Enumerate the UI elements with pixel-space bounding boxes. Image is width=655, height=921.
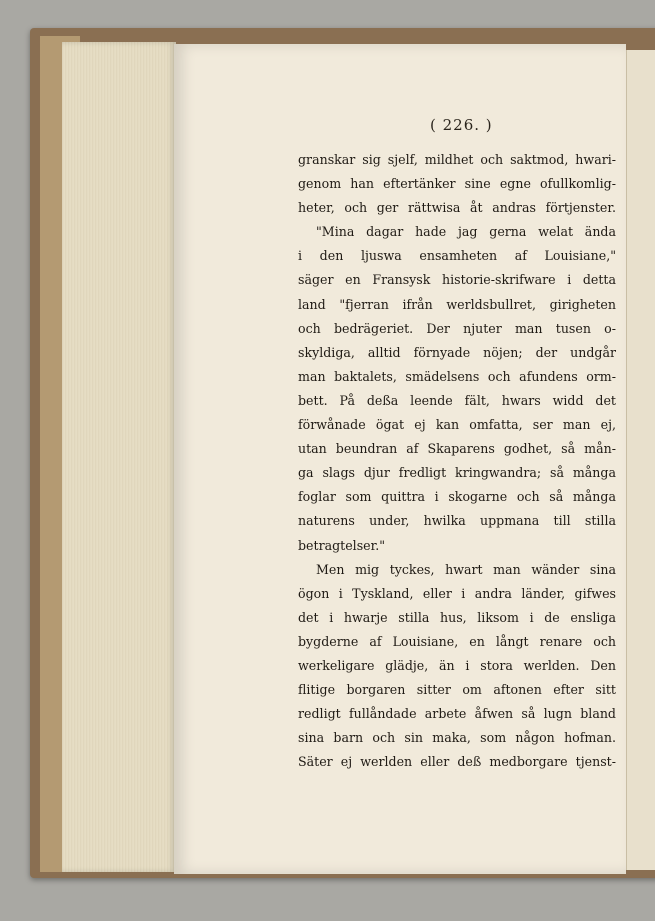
text-line: bett. På deßa leende fält, hwars widd det xyxy=(298,392,616,408)
text-line: betragtelser." xyxy=(298,537,386,553)
page-block-edges xyxy=(62,42,176,872)
text-line: flitige borgaren sitter om aftonen efter sitt xyxy=(298,682,616,698)
text-line: werkeligare glädje, än i stora werlden. Den xyxy=(298,657,616,673)
text-line: Men mig tyckes, hwart man wänder sina xyxy=(316,561,616,577)
next-page-edge xyxy=(626,50,655,870)
text-line: Säter ej werlden eller deß medborgare tjenst- xyxy=(298,754,616,770)
text-line: land "fjerran ifrån werldsbullret, girigheten xyxy=(298,296,616,312)
text-line: och bedrägeriet. Der njuter man tusen o- xyxy=(298,320,616,336)
page-number: ( 226. ) xyxy=(430,116,493,134)
text-line: granskar sig sjelf, mildhet och saktmod, hwari- xyxy=(298,152,616,167)
text-line: ögon i Tyskland, eller i andra länder, gifwes xyxy=(298,585,616,601)
text-line: bygderne af Louisiane, en långt renare och xyxy=(298,633,616,649)
text-line: det i hwarje stilla hus, liksom i de ensliga xyxy=(298,609,616,625)
text-line: heter, och ger rättwisa åt andras förtjenster. xyxy=(298,200,616,216)
text-line: genom han eftertänker sine egne ofullkomlig- xyxy=(298,176,616,192)
page-text xyxy=(298,148,616,774)
text-line: i den ljuswa ensamheten af Louisiane," xyxy=(298,248,616,264)
text-line: skyldiga, alltid förnyade nöjen; der undgår xyxy=(298,344,616,360)
text-line: säger en Fransysk historie-skrifware i detta xyxy=(298,272,616,288)
text-line: utan beundran af Skaparens godhet, så mån- xyxy=(298,441,616,457)
text-line: man baktalets, smädelsens och afundens orm- xyxy=(298,368,616,384)
text-line: naturens under, hwilka uppmana till stilla xyxy=(298,513,616,529)
text-line: foglar som quittra i skogarne och så många xyxy=(298,489,616,505)
text-line: sina barn och sin maka, som någon hofman. xyxy=(298,730,616,746)
text-line: redligt fullåndade arbete åfwen så lugn bland xyxy=(298,706,616,722)
text-line: "Mina dagar hade jag gerna welat ända xyxy=(316,224,616,240)
text-line: förwånade ögat ej kan omfatta, ser man ej, xyxy=(298,417,616,433)
text-line: ga slags djur fredligt kringwandra; så många xyxy=(298,465,616,481)
